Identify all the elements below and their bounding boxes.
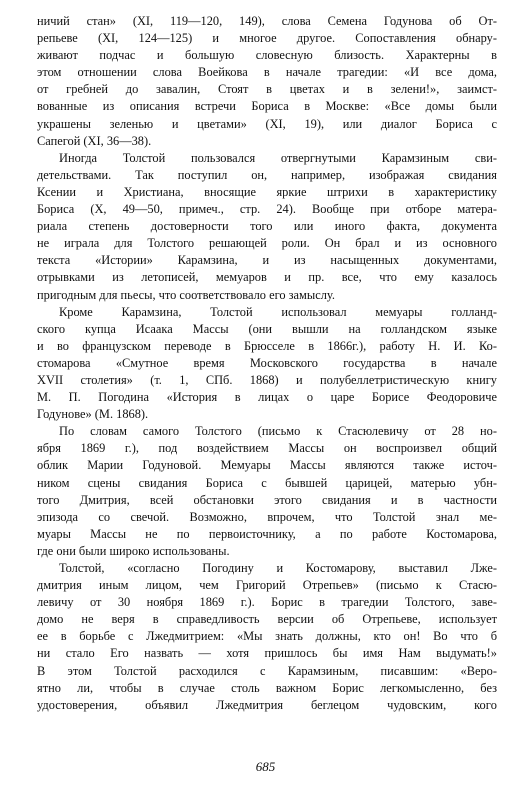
text-line: ятно ли, чтобы в случае столь важном Борис легкомысленно, без <box>37 680 497 695</box>
text-line: левичу от 30 ноября 1869 г.). Борис в трагедии Толстого, заве- <box>37 595 497 610</box>
text-line: Иногда Толстой пользовался отвергнутыми Карамзиным сви- <box>59 150 497 165</box>
text-line: и во французском переводе в Брюсселе в 1866г.), работу Н. И. Ко- <box>37 338 497 353</box>
text-line: ни стало Его назвать — хотя пришлось бы имя Нам выдумать!» <box>37 646 497 661</box>
text-line: ября 1869 г.), под воздействием Массы он воспроизвел общий <box>37 441 497 456</box>
text-line: репьеве (XI, 124—125) и многое другое. Сопоставления обнару- <box>37 31 497 46</box>
paragraph <box>37 560 497 714</box>
body-text <box>37 13 497 714</box>
text-line: М. П. Погодина «История в лицах о царе Борисе Феодоровиче <box>37 390 497 405</box>
text-line: удостоверения, объявил Лжедмитрия беглецом чудовским, когo <box>37 697 497 712</box>
paragraph <box>37 423 497 560</box>
page-number: 685 <box>255 759 276 774</box>
text-line: XVII столетия» (т. 1, СПб. 1868) и полубеллетристическую книгу <box>37 372 497 387</box>
text-line: дмитрия иным лицом, чем Григорий Отрепьев» (письмо к Стасю- <box>37 578 497 593</box>
text-line: облик Марии Годуновой. Мемуары Массы являются также источ- <box>37 458 497 473</box>
text-line: ского купца Исаака Массы (они вышли на голландском языке <box>37 321 497 336</box>
text-line: украшены зеленью и цветами» (XI, 19), или диалог Бориса с <box>37 116 497 131</box>
paragraph <box>37 304 497 424</box>
text-line: муары Массы не по первоисточнику, а по работе Костомарова, <box>37 526 497 541</box>
text-line: пригодным для пьесы, что соответствовало его замыслу. <box>37 287 335 302</box>
text-line: Сапегой (XI, 36—38). <box>37 133 152 148</box>
text-line: живают подчас и большую словесную близость. Характерны в <box>37 48 497 63</box>
text-line: детельствами. Так поступил он, например, изображая свидания <box>37 167 497 182</box>
text-line: ником сцены свидания Бориса с бывшей царицей, матерью убн- <box>37 475 497 490</box>
text-line: ничий стан» (XI, 119—120, 149), слова Семена Годунова об От- <box>37 14 497 28</box>
text-line: того Дмитрия, всей обстановки этого свидания и в частности <box>37 492 497 507</box>
text-line: ее в борьбе с Лжедмитрием: «Мы знать должны, кто он! Во что б <box>37 629 497 644</box>
text-line: домо не веря в справедливость версии об Отрепьеве, использует <box>37 612 497 627</box>
text-line: где они были широко использованы. <box>37 543 230 558</box>
text-line: от гребней до завалин, Стоят в цветах и в зелени!», заимст- <box>37 82 497 97</box>
text-line: вованные из описания встречи Бориса в Москве: «Все домы были <box>37 99 497 114</box>
text-line: Бориса (Х, 49—50, примеч., стр. 24). Вообще при отборе матера- <box>37 202 497 217</box>
text-line: Ксении и Христиана, вносящие яркие штрихи в характеристику <box>37 184 497 199</box>
text-line: В этом Толстой расходился с Карамзиным, писавшим: «Веро- <box>37 663 497 678</box>
text-line: Толстой, «согласно Погодину и Костомарову, выставил Лже- <box>59 561 497 575</box>
text-line: Кроме Карамзина, Толстой использовал мемуары голланд- <box>59 304 497 319</box>
paragraph <box>37 13 497 150</box>
text-line: стомарова «Смутное время Московского государства в начале <box>37 355 497 370</box>
text-line: По словам самого Толстого (письмо к Стасюлевичу от 28 но- <box>59 424 497 439</box>
text-line: Годунове» (М. 1868). <box>37 407 149 422</box>
paragraph <box>37 150 497 304</box>
text-line: текста «Истории» Карамзина, и из насыщенных документами, <box>37 253 497 268</box>
text-line: отрывками из летописей, мемуаров и пр. все, что ему казалось <box>37 270 497 285</box>
text-line: не играла для Толстого решающей роли. Он брал и из основного <box>37 236 497 251</box>
text-line: риала степень достоверности того или иного факта, документа <box>37 219 497 234</box>
text-line: эпизода со свечой. Возможно, впрочем, что Толстой знал ме- <box>37 509 497 524</box>
text-line: этом отношении слова Воейкова в начале трагедии: «И все дома, <box>37 65 497 80</box>
